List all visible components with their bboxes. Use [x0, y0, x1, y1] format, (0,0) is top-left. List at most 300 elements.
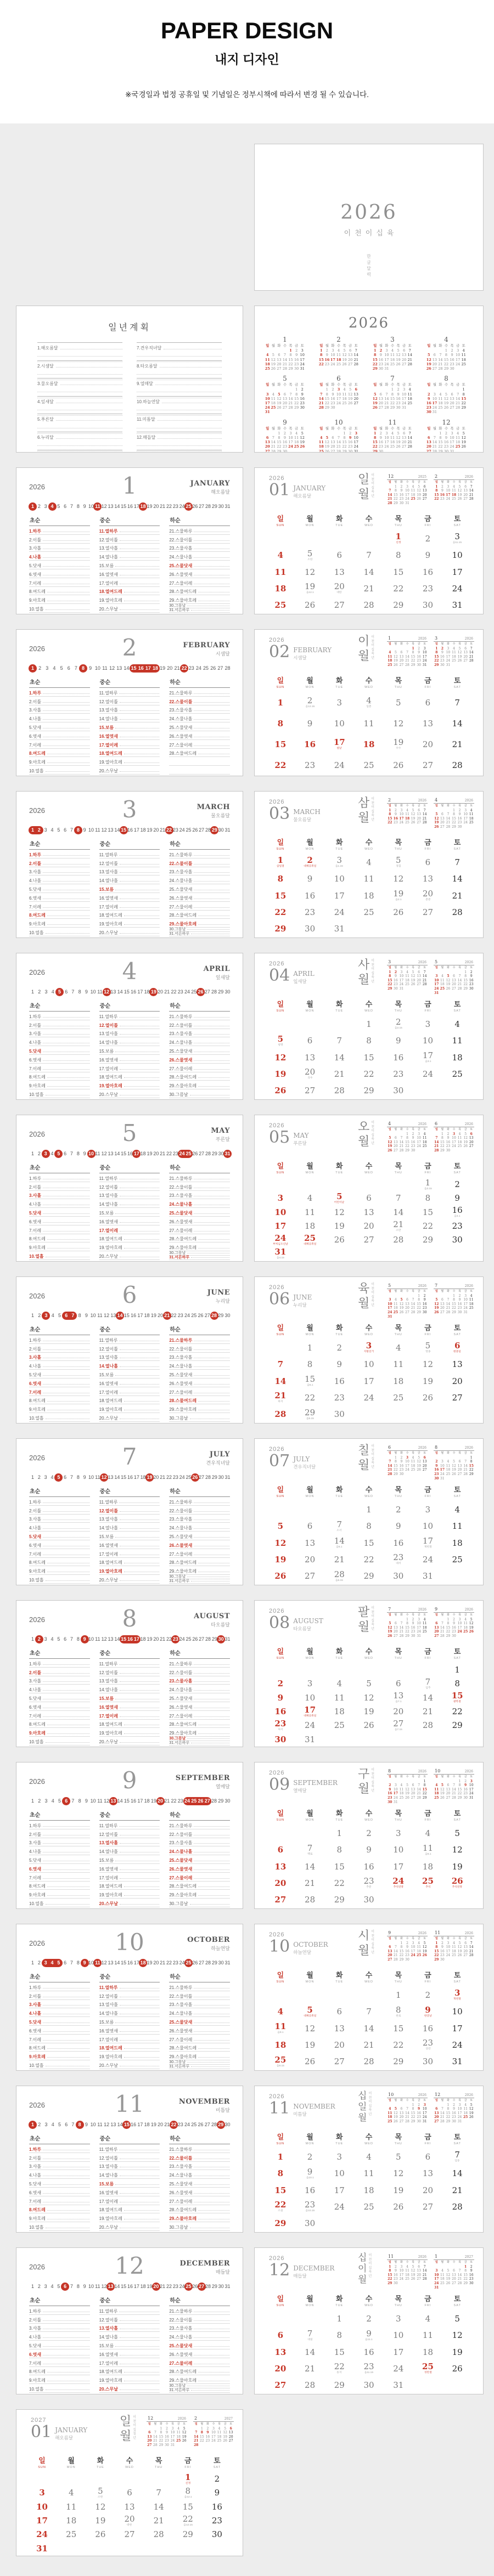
- mini-date: 8: [374, 436, 377, 440]
- mini-year-label: 2026: [464, 1446, 473, 1450]
- date-number: 4: [277, 550, 284, 561]
- mini-date: 12: [399, 1302, 404, 1306]
- vertical-month-name: [358, 1120, 374, 1149]
- strip-date: 6: [65, 1313, 68, 1318]
- vertical-char: 일: [120, 2415, 132, 2428]
- mini-date: 18: [440, 2277, 445, 2281]
- mini-date: 28: [432, 449, 437, 453]
- date-cell: [442, 741, 472, 749]
- weekday-header-sat: [442, 2131, 472, 2145]
- mini-day-header: 일: [435, 1613, 438, 1617]
- dotted-leader: [119, 1664, 159, 1665]
- day-list-row: [29, 2306, 90, 2315]
- month-name-block: [293, 2100, 335, 2117]
- day-list-row: [99, 1335, 160, 1344]
- date-number: 28: [305, 2380, 316, 2391]
- strip-date: 16: [127, 1636, 133, 1642]
- mini-date: 17: [265, 401, 270, 406]
- day-list-label: 28.스물여드레: [169, 2207, 197, 2213]
- mini-day-header: 화: [400, 2261, 403, 2264]
- day-list-label: 17.열이레: [99, 1228, 118, 1233]
- ten-day-column-3: [169, 1163, 230, 1260]
- strip-date: 9: [83, 827, 86, 833]
- date-cell: [354, 2170, 384, 2178]
- mini-date: 11: [394, 1302, 398, 1306]
- dotted-leader: [120, 702, 159, 703]
- mini-date: 19: [396, 357, 401, 362]
- mini-date: 14: [399, 1140, 404, 1144]
- strip-date: 10: [90, 1313, 96, 1318]
- strip-date: 23: [172, 1151, 178, 1156]
- mini-date: 8: [435, 651, 438, 655]
- weekday-korean: 수: [365, 1971, 373, 1980]
- date-number: 17: [393, 1861, 404, 1872]
- mini-date: 19: [434, 821, 439, 825]
- strip-date: 27: [199, 1960, 205, 1965]
- vertical-char: 월: [358, 1620, 370, 1634]
- date-cell: [266, 720, 295, 728]
- day-list-label: 22.스물이틀: [169, 2155, 193, 2161]
- weekday-english: WED: [364, 2142, 373, 2145]
- date-number: 16: [422, 2023, 433, 2033]
- vertical-char: 이: [358, 2263, 367, 2274]
- mini-date: 25: [411, 1468, 416, 1472]
- dotted-leader: [194, 855, 229, 856]
- dotted-leader: [124, 1895, 160, 1896]
- mini-date: 29: [372, 449, 378, 453]
- ten-day-column-2: [99, 839, 160, 936]
- date-number: 14: [452, 718, 463, 728]
- day-list-label: 15.보름: [99, 1534, 114, 1539]
- date-cell: [384, 2025, 413, 2033]
- month-name-korean: 시샘달: [215, 651, 230, 657]
- schedule-header: [29, 1281, 231, 1310]
- date-cell: [57, 2489, 86, 2497]
- day-list-row: [169, 2306, 230, 2315]
- date-cell: [324, 1054, 354, 1062]
- date-number: 30: [452, 1235, 463, 1245]
- strip-date: 2: [37, 1636, 41, 1642]
- strip-date: 24: [184, 2122, 190, 2127]
- mini-date: 13: [378, 396, 383, 401]
- date-number: 12: [363, 1692, 374, 1703]
- date-cell: [324, 2381, 354, 2389]
- strip-date: 19: [147, 1475, 153, 1480]
- dotted-leader: [194, 1502, 229, 1503]
- ten-day-title: 하순: [169, 839, 230, 850]
- mini-date: 7: [433, 436, 436, 440]
- date-cell: [384, 1991, 413, 1999]
- mini-date: 18: [405, 978, 409, 982]
- day-list-row: [169, 911, 230, 919]
- strip-date: 5: [57, 2284, 60, 2289]
- mini-year-label: 2026: [418, 961, 426, 964]
- weekday-english: WED: [364, 1657, 373, 1660]
- date-cell: [413, 535, 443, 543]
- date-number: 6: [307, 1036, 313, 1046]
- day-list-label: 28.스물여드레: [169, 1398, 197, 1404]
- date-number: 5: [395, 855, 401, 866]
- mini-day-header: 화: [400, 1613, 403, 1617]
- date-number: 28: [452, 2201, 463, 2212]
- date-number: 26: [363, 1720, 374, 1731]
- date-number: 9: [395, 1036, 401, 1046]
- day-list-row: [29, 1020, 90, 1029]
- mini-date: 27: [417, 821, 421, 825]
- mini-day-header: 목: [289, 383, 293, 387]
- weekday-english: SAT: [453, 524, 461, 527]
- date-cell: [266, 2381, 295, 2389]
- date-number: 29: [393, 600, 404, 611]
- mini-date: 10: [353, 436, 358, 440]
- mini-date: 26: [469, 2115, 474, 2120]
- day-list-label: 26.스물엿새: [169, 572, 193, 577]
- mini-date: 19: [182, 2434, 187, 2439]
- mini-day-header: 토: [470, 1775, 473, 1778]
- mini-date: 19: [461, 440, 466, 445]
- mini-date: 7: [154, 2431, 156, 2435]
- date-annotation: 소서: [336, 1529, 342, 1532]
- day-list-label: 12.열이틀: [99, 1670, 118, 1675]
- dotted-leader: [60, 347, 122, 349]
- day-list-label: 18.열여드레: [99, 913, 122, 918]
- strip-date: 23: [177, 2122, 183, 2127]
- mini-year-label: 2026: [464, 1284, 473, 1288]
- mini-date: 20: [265, 444, 270, 449]
- date-number: 8: [336, 2330, 343, 2341]
- date-number: 24: [334, 2201, 345, 2212]
- strip-date: 21: [160, 1636, 166, 1642]
- mini-date: 26: [444, 405, 449, 410]
- day-list-row: [29, 1370, 90, 1379]
- year-label: 2026: [269, 1770, 285, 1776]
- date-number: 16: [304, 739, 316, 749]
- day-list-row: [29, 2213, 90, 2222]
- strip-date: 28: [211, 1798, 217, 1804]
- vertical-year-text: [371, 1283, 374, 1311]
- ten-day-columns: [29, 677, 231, 775]
- day-list-label: 5.닷새: [29, 1534, 42, 1539]
- mini-date: 15: [444, 357, 449, 362]
- day-list-row: [29, 1234, 90, 1243]
- mini-date: 24: [452, 1144, 456, 1149]
- vertical-char: 이: [368, 2100, 372, 2104]
- date-number: 2: [307, 696, 313, 705]
- mini-blank-cell: [271, 387, 277, 392]
- mini-date: 28: [405, 2119, 409, 2123]
- mini-date: 10: [300, 353, 305, 358]
- vertical-char: 월: [358, 1459, 370, 1472]
- ten-day-column-1: [29, 516, 90, 613]
- month-number: 12: [269, 2261, 290, 2280]
- mini-calendar-2025-12: [387, 474, 428, 506]
- strip-date: 24: [195, 665, 201, 671]
- mini-calendar-2026-7: [372, 375, 413, 414]
- mini-date: 31: [399, 986, 404, 991]
- mini-date: 12: [417, 489, 421, 493]
- mini-date: 4: [389, 651, 391, 655]
- mini-date: 3: [400, 970, 403, 974]
- mini-blank-cell: [445, 970, 451, 975]
- weekday-korean: 금: [424, 2295, 431, 2303]
- weekday-header-thu: [384, 2131, 413, 2145]
- date-cell: [384, 1863, 413, 1871]
- mini-date: 26: [469, 1630, 474, 1634]
- weekday-english: FRI: [424, 524, 431, 527]
- vertical-char: 월: [358, 2274, 367, 2285]
- date-number: 23: [452, 1221, 463, 1231]
- month-number: 3: [122, 796, 137, 823]
- mini-date: 30: [388, 1800, 392, 1804]
- mini-date: 25: [440, 986, 445, 991]
- date-cell: [266, 2008, 295, 2016]
- day-list-row: [169, 867, 230, 876]
- day-list-label: 5.닷새: [29, 1857, 42, 1863]
- date-number: 8: [277, 874, 284, 884]
- day-list-label: 19.열아흐레: [99, 1245, 122, 1251]
- date-number: 11: [274, 567, 287, 577]
- dotted-leader: [191, 1257, 229, 1258]
- date-number: 24: [393, 2363, 404, 2374]
- day-list-label: 6.엿새: [29, 1057, 42, 1063]
- month-title-row: [269, 2262, 334, 2279]
- day-list-label: 23.스물사흘: [169, 1840, 193, 1846]
- day-list-row: [169, 749, 230, 758]
- mini-date: 20: [452, 2277, 456, 2281]
- mini-date: 4: [412, 484, 414, 489]
- mini-date: 17: [405, 493, 409, 497]
- mini-date: 23: [426, 405, 431, 410]
- day-list-row: [99, 1234, 160, 1243]
- mini-blank-cell: [449, 387, 455, 392]
- day-list-label: 28.스물여드레: [169, 1884, 197, 1889]
- year-plan-label: 11.미틈달: [137, 417, 155, 422]
- ten-day-columns: [29, 1810, 231, 1907]
- dotted-leader: [194, 693, 229, 694]
- date-annotation: 음6.1: [336, 1546, 343, 1549]
- date-number: 29: [274, 2218, 287, 2229]
- date-number: 26: [274, 1086, 287, 1096]
- weekday-korean: 토: [453, 1486, 461, 1494]
- mini-date: 28: [469, 497, 474, 501]
- mini-date-grid: [318, 383, 359, 410]
- day-list-label: 19.열아흐레: [99, 2216, 122, 2222]
- strip-date: 26: [192, 827, 198, 833]
- date-grid-row: [266, 1691, 472, 1705]
- date-cell: [266, 2201, 295, 2213]
- month-row-3: [0, 791, 494, 938]
- strip-date: 20: [153, 504, 159, 509]
- vertical-char: 년: [371, 494, 375, 498]
- weekday-english: FRI: [424, 1495, 431, 1498]
- date-grid-row: [266, 1032, 472, 1049]
- mini-date: 3: [423, 2103, 426, 2107]
- vertical-char: 육: [371, 814, 375, 817]
- mini-date: 14: [440, 2111, 445, 2115]
- dotted-leader: [46, 1742, 89, 1743]
- vertical-char: 천: [371, 1934, 375, 1938]
- weekday-korean: 금: [424, 515, 431, 523]
- dotted-leader: [124, 924, 160, 925]
- date-cell: [266, 1879, 295, 1888]
- weekday-header-sat: [442, 675, 472, 689]
- date-number: 8: [395, 2004, 401, 2015]
- date-annotation: 음7.1: [395, 1701, 402, 1704]
- date-cell: [384, 1054, 413, 1062]
- date-grid: [266, 1825, 472, 1908]
- mini-date: 25: [461, 361, 466, 366]
- vertical-char: 시: [358, 1929, 370, 1943]
- date-grid-row: [266, 1719, 472, 1732]
- mini-date: 20: [394, 1144, 398, 1149]
- mini-date: 31: [265, 410, 270, 415]
- date-number: 23: [363, 2362, 374, 2372]
- year-plan-label: 8.타오름달: [137, 363, 158, 369]
- mini-date: 4: [453, 646, 455, 651]
- weekday-header-mon: [295, 675, 325, 689]
- mini-date-grid: [426, 427, 467, 453]
- mini-date: 3: [400, 2264, 403, 2269]
- mini-date: 3: [447, 1941, 450, 1945]
- date-grid-row: [266, 2360, 472, 2377]
- date-number: 28: [305, 1895, 316, 1905]
- vertical-char: 천: [368, 2096, 372, 2100]
- dotted-leader: [120, 1366, 159, 1367]
- ten-day-title: 중순: [99, 1163, 160, 1173]
- mini-date: 4: [439, 392, 442, 397]
- strip-date: 13: [108, 1475, 114, 1480]
- weekday-english: SAT: [453, 1333, 461, 1336]
- strip-date: 16: [127, 827, 133, 833]
- date-cell: [324, 1896, 354, 1904]
- day-list-label: 22.스물이틀: [169, 1832, 193, 1837]
- date-number: 27: [393, 1718, 404, 1728]
- day-list-row: [99, 2000, 160, 2009]
- mini-date: 17: [422, 2111, 427, 2115]
- date-grid: [266, 1340, 472, 1423]
- date-number: 16: [393, 1052, 404, 1063]
- mini-day-header: 수: [406, 804, 409, 807]
- weekday-korean: 일: [277, 515, 284, 523]
- mini-blank-cell: [416, 1780, 422, 1784]
- mini-day-header: 수: [283, 344, 287, 348]
- dotted-leader: [43, 693, 89, 694]
- day-list-label: 23.스물사흘: [169, 1517, 193, 1522]
- mini-date: 6: [229, 2426, 232, 2431]
- date-number: 27: [422, 760, 433, 770]
- date-number: 15: [274, 890, 287, 901]
- mini-calendar-2026-7: [387, 1607, 428, 1639]
- day-list-row: [169, 1037, 230, 1046]
- day-list-label: 26.스물엿새: [169, 1219, 193, 1224]
- mini-day-header: 토: [470, 642, 473, 646]
- day-list-label: 17.열이레: [99, 742, 118, 748]
- day-list-label: 19.열아흐레: [99, 1083, 122, 1089]
- date-grid: [266, 2311, 472, 2394]
- day-list-label: 15.보름: [99, 1210, 114, 1216]
- mini-date: 16: [394, 2273, 398, 2277]
- date-grid-row: [266, 1568, 472, 1585]
- strip-date: 28: [205, 1960, 211, 1965]
- date-number: 20: [422, 889, 433, 899]
- mini-date: 28: [411, 1310, 416, 1314]
- strip-date: 27: [217, 665, 223, 671]
- mini-date: 29: [411, 2119, 416, 2123]
- year-label: 2026: [29, 1130, 45, 1138]
- mini-date: 21: [271, 444, 276, 449]
- day-list-row: [99, 1566, 160, 1575]
- day-list-label: 28.스물여드레: [169, 2369, 197, 2375]
- date-annotation: 추석연휴: [393, 1886, 404, 1889]
- mini-date: 22: [324, 401, 329, 406]
- date-annotation: 음11.15: [453, 541, 462, 545]
- date-cell: [442, 2151, 472, 2163]
- strip-date: 29: [211, 1151, 217, 1156]
- mini-date: 3: [400, 808, 403, 812]
- mini-calendar-2026-3: [434, 636, 474, 668]
- year-label: 2026: [29, 1454, 45, 1462]
- mini-date: 16: [399, 493, 404, 497]
- intro-row: [0, 306, 494, 453]
- vertical-char: 육: [371, 652, 375, 656]
- month-number: 02: [269, 642, 290, 662]
- strip-date: 24: [179, 504, 185, 509]
- mini-date: 24: [384, 361, 389, 366]
- mini-date: 9: [418, 651, 420, 655]
- mini-date: 21: [469, 654, 474, 659]
- date-cell: [442, 2348, 472, 2357]
- day-list-label: 13.열사흘: [99, 1355, 118, 1360]
- dotted-leader: [194, 1826, 229, 1827]
- mini-date-grid: [387, 1937, 428, 1962]
- dotted-leader: [119, 1017, 159, 1018]
- mini-day-header: 목: [343, 344, 346, 348]
- mini-date: 24: [417, 1630, 421, 1634]
- day-list-row: [99, 1353, 160, 1362]
- mini-date: 1: [435, 484, 438, 489]
- mini-date: 23: [469, 2277, 474, 2281]
- mini-date: 16: [426, 401, 431, 406]
- day-list-label: 23.스물사흘: [169, 1679, 193, 1684]
- mini-calendar-2026-11: [372, 419, 413, 453]
- mini-day-header: 목: [412, 804, 414, 807]
- mini-day-header: 목: [412, 1128, 414, 1131]
- weekday-korean: 토: [453, 677, 461, 685]
- date-cell: [442, 2025, 472, 2033]
- date-cell: [324, 2058, 354, 2066]
- mini-day-header: 월: [441, 2099, 444, 2102]
- dotted-leader: [194, 745, 229, 746]
- mini-date: 30: [399, 1472, 404, 1476]
- date-cell: [266, 1054, 295, 1062]
- day-list-row: [29, 2324, 90, 2332]
- date-cell: [354, 697, 384, 709]
- strip-date: 15: [124, 989, 130, 995]
- strip-date: 24: [179, 1960, 185, 1965]
- strip-date: 12: [104, 2122, 110, 2127]
- weekday-english: TUE: [335, 1009, 344, 1013]
- mini-date: 2: [349, 431, 352, 436]
- vertical-char: 십: [368, 2266, 372, 2270]
- weekday-korean: 목: [395, 2133, 402, 2142]
- mini-date: 21: [469, 1949, 474, 1953]
- calendar-header: [255, 2086, 483, 2130]
- calendar-page-8: [254, 1600, 484, 1747]
- weekday-english: THU: [394, 1818, 402, 1822]
- mini-calendar-header: [434, 1283, 474, 1289]
- date-number: 4: [336, 1679, 343, 1689]
- day-list-row: [169, 932, 230, 936]
